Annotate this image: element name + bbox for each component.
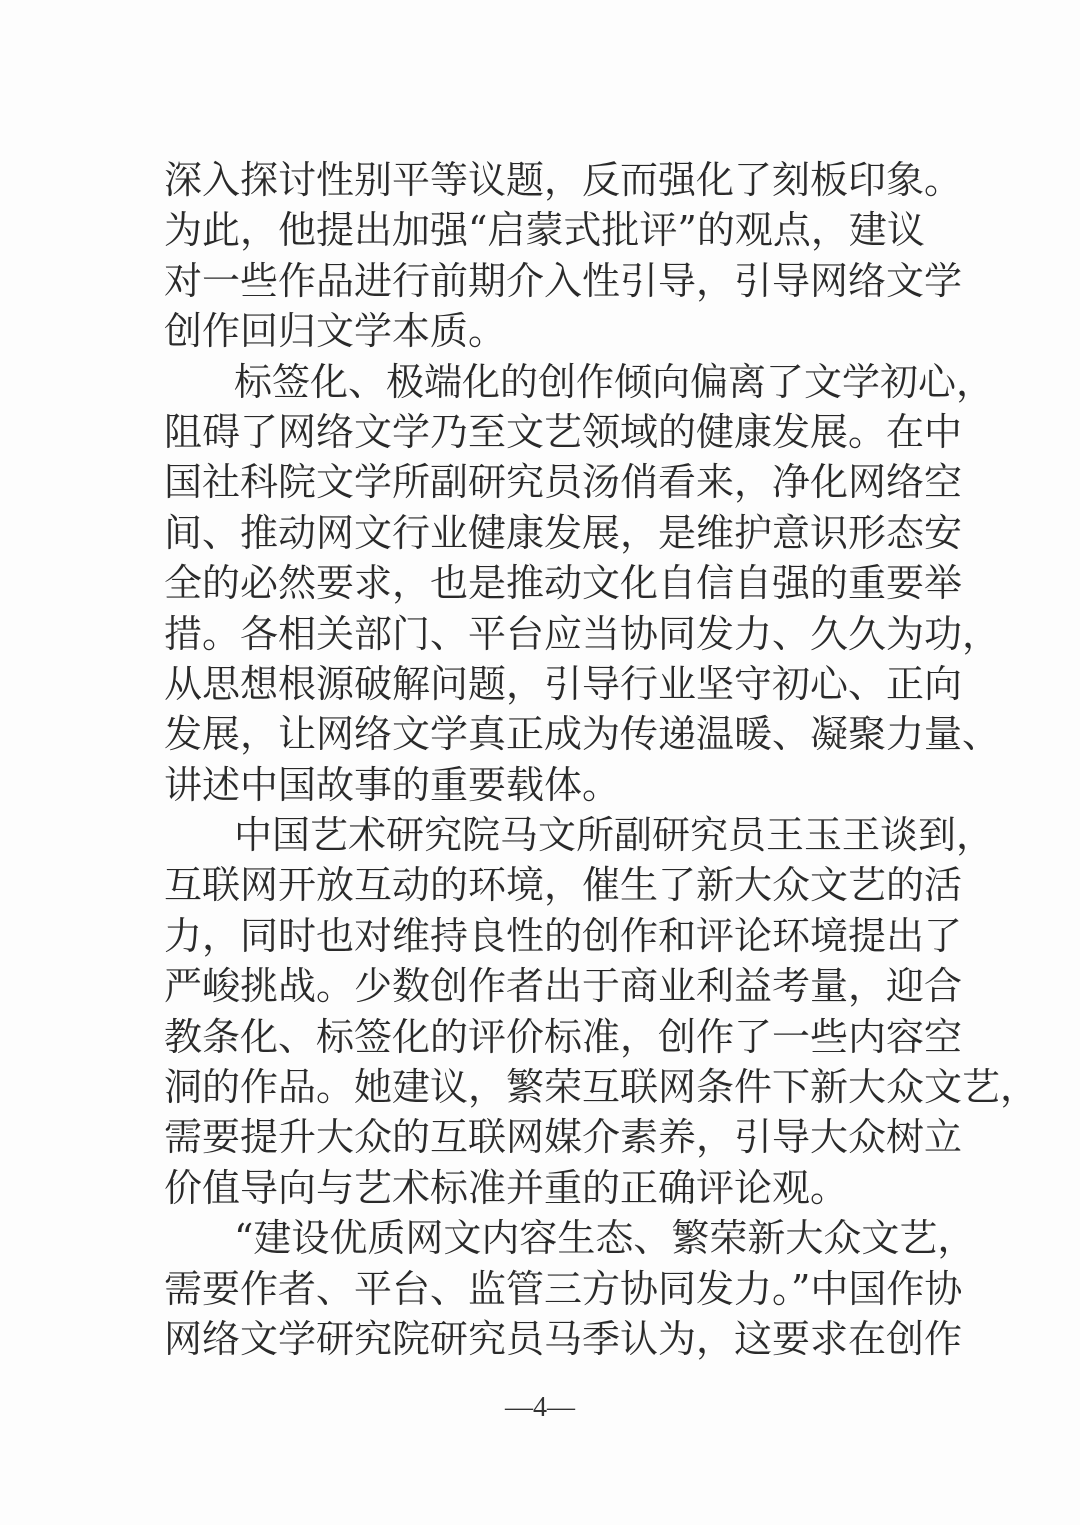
text-line: 全的必然要求，也是推动文化自信自强的重要举 (164, 561, 963, 606)
text-line: 对一些作品进行前期介入性引导，引导网络文学 (164, 258, 963, 303)
text-line: 网络文学研究院研究员马季认为，这要求在创作 (164, 1316, 963, 1361)
text-line: 教条化、标签化的评价标准，创作了一些内容空 (164, 1014, 963, 1059)
paragraph-first-line: 标签化、极端化的创作倾向偏离了文学初心， (234, 359, 995, 404)
text-line: 洞的作品。她建议，繁荣互联网条件下新大众文艺， (164, 1065, 1039, 1110)
text-line: 严峻挑战。少数创作者出于商业利益考量，迎合 (164, 964, 963, 1009)
text-line: 需要作者、平台、监管三方协同发力。”中国作协 (164, 1266, 963, 1311)
text-line: 阻碍了网络文学乃至文艺领域的健康发展。在中 (164, 409, 963, 454)
text-line: 讲述中国故事的重要载体。 (164, 762, 621, 807)
document-body (164, 155, 1039, 1364)
text-line: 从思想根源破解问题，引导行业坚守初心、正向 (164, 661, 963, 706)
text-line: 深入探讨性别平等议题，反而强化了刻板印象。 (164, 158, 963, 202)
page-number: —4— (505, 1392, 575, 1423)
text-line: 国社科院文学所副研究员汤俏看来，净化网络空 (164, 460, 963, 505)
text-line: 措。各相关部门、平台应当协同发力、久久为功， (164, 611, 1001, 656)
text-line: 力，同时也对维持良性的创作和评论环境提出了 (164, 913, 963, 958)
text-line: 互联网开放互动的环境，催生了新大众文艺的活 (164, 863, 963, 908)
paragraph-first-line: 中国艺术研究院马文所副研究员王玉玊谈到， (234, 813, 995, 858)
text-line: 创作回归文学本质。 (164, 309, 507, 354)
text-line: 价值导向与艺术标准并重的正确评论观。 (164, 1165, 849, 1210)
text-line: 发展，让网络文学真正成为传递温暖、凝聚力量、 (164, 712, 1001, 757)
paragraph-first-line: “建设优质网文内容生态、繁荣新大众文艺， (234, 1216, 976, 1261)
text-line: 需要提升大众的互联网媒介素养，引导大众树立 (164, 1115, 963, 1160)
text-line: 间、推动网文行业健康发展，是维护意识形态安 (164, 510, 963, 555)
text-line: 为此，他提出加强“启蒙式批评”的观点，建议 (164, 208, 925, 253)
